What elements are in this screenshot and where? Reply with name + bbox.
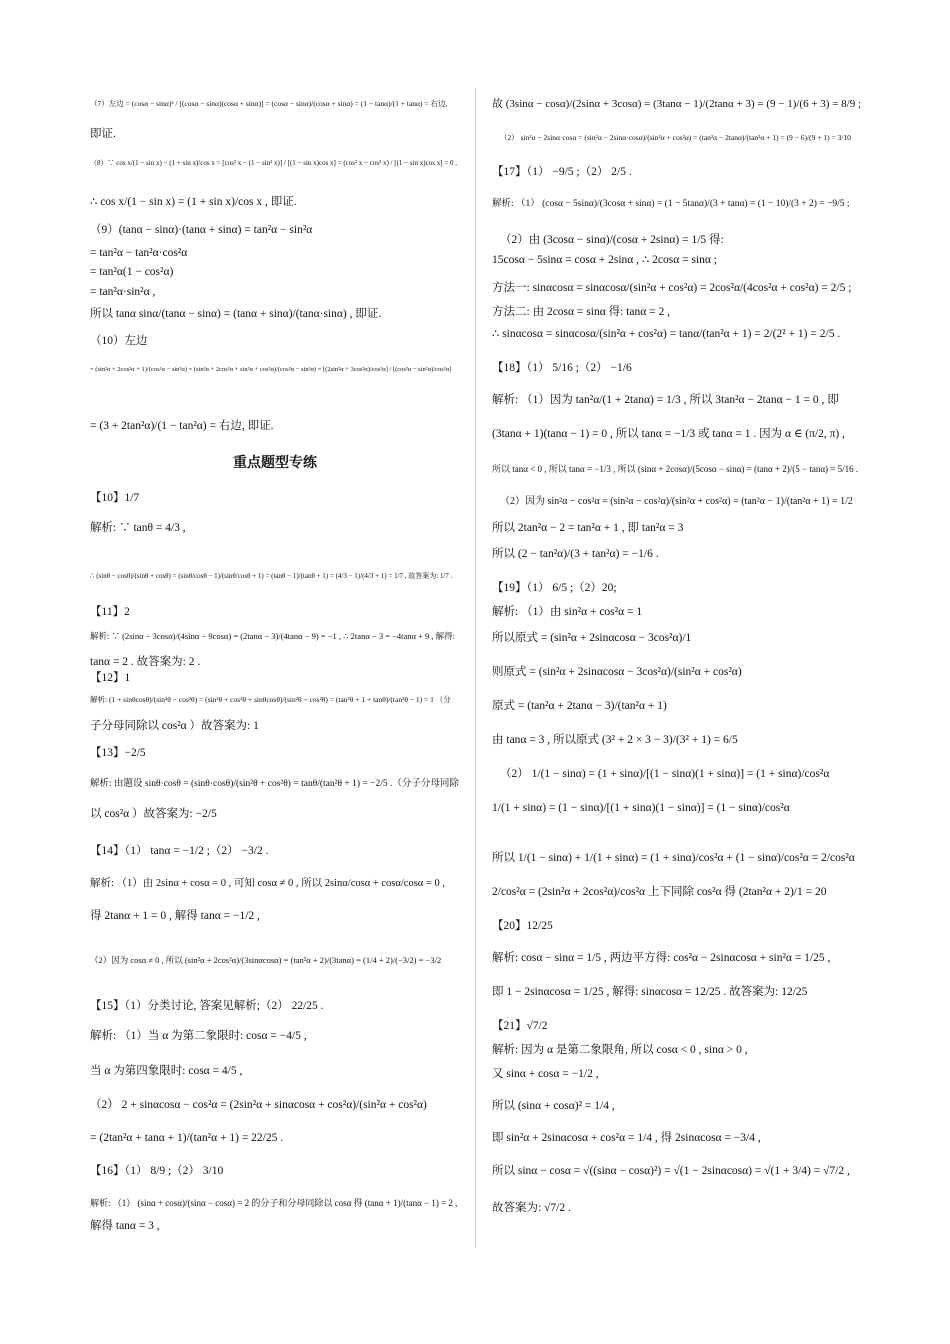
left-column-line: 解析: （1） (sinα + cosα)/(sinα − cosα) = 2 的分子和分母同除以 cosα 得 (tanα + 1)/(tanα − 1) = 2 , bbox=[90, 1198, 458, 1208]
right-column-line: 【17】（1） −9/5 ;（2） 2/5 . bbox=[492, 166, 632, 178]
right-column-line: 解析: cosα − sinα = 1/5 , 两边平方得: cos²α − 2sinαcosα + sin²α = 1/25 , bbox=[492, 952, 831, 964]
left-column-line: 【14】（1） tanα = −1/2 ;（2） −3/2 . bbox=[90, 845, 269, 857]
left-column-line: （7）左边 = (cosα − sinα)² / [(cosα − sinα)(cosα + sinα)] = (cosα − sinα)/(cosα + sinα) = (1 − tanα)/(1 + tanα) = 右边, bbox=[90, 99, 448, 108]
right-column-line: 所以 2tan²α − 2 = tan²α + 1 , 即 tan²α = 3 bbox=[492, 522, 684, 534]
left-column bbox=[90, 88, 460, 1274]
right-column-line: 方法一: sinαcosα = sinαcosα/(sin²α + cos²α) = 2cos²α/(4cos²α + cos²α) = 2/5 ; bbox=[492, 282, 852, 294]
right-column-line: （2）由 (3cosα − sinα)/(cosα + 2sinα) = 1/5 得: bbox=[500, 234, 724, 246]
left-column-line: 解析: 由题设 sinθ·cosθ = (sinθ·cosθ)/(sin²θ + cos²θ) = tanθ/(tan²θ + 1) = −2/5 .（分子分母同除 bbox=[90, 779, 459, 789]
right-column-line: 15cosα − 5sinα = cosα + 2sinα , ∴ 2cosα = sinα ; bbox=[492, 254, 717, 266]
left-column-line: 解析: （1）当 α 为第二象限时: cosα = −4/5 , bbox=[90, 1030, 307, 1042]
left-column-line: 即证. bbox=[90, 128, 116, 140]
right-column-line: 1/(1 + sinα) = (1 − sinα)/[(1 + sinα)(1 − sinα)] = (1 − sinα)/cos²α bbox=[492, 802, 790, 814]
left-column-line: （10）左边 bbox=[90, 335, 148, 347]
left-column-line: ∴ (sinθ − cosθ)/(sinθ + cosθ) = (sinθ/cosθ − 1)/(sinθ/cosθ + 1) = (tanθ − 1)/(tanθ + 1) = (4/3 − 1)/(4/3 + 1) = 1/7 , 故答案为: 1/7 . bbox=[90, 572, 453, 580]
left-column-line: （9）(tanα − sinα)·(tanα + sinα) = tan²α − sin²α bbox=[90, 224, 313, 236]
right-column-line: (3tanα + 1)(tanα − 1) = 0 , 所以 tanα = −1/3 或 tanα = 1 . 因为 α ∈ (π/2, π) , bbox=[492, 428, 845, 440]
right-column-line: 2/cos²α = (2sin²α + 2cos²α)/cos²α 上下同除 cos²α 得 (2tan²α + 2)/1 = 20 bbox=[492, 886, 827, 898]
right-column-line: 【21】√7/2 bbox=[492, 1020, 548, 1032]
right-column-line: （2） sin²α − 2sinα·cosα = (sin²α − 2sinα·cosα)/(sin²α + cos²α) = (tan²α − 2tanα)/(tan²α + 1) = (9 − 6)/(9 + 1) = 3/10 bbox=[500, 133, 851, 142]
left-column-line: （8）∵ cos x/(1 − sin x) − (1 + sin x)/cos x = [cos² x − (1 − sin² x)] / [(1 − sin x)cos x] = (cos² x − cos² x) / [(1 − sin x)cos x] = 0 , bbox=[90, 159, 457, 167]
left-column-line: 子分母同除以 cos²α ）故答案为: 1 bbox=[90, 720, 259, 732]
left-column-line: 解析: （1）由 2sinα + cosα = 0 , 可知 cosα ≠ 0 , 所以 2sinα/cosα + cosα/cosα = 0 , bbox=[90, 878, 445, 889]
right-column-line: 由 tanα = 3 , 所以原式 (3² + 2 × 3 − 3)/(3² + 1) = 6/5 bbox=[492, 734, 738, 746]
left-column-line: 以 cos²α ）故答案为: −2/5 bbox=[90, 808, 217, 820]
left-column-line: 【15】（1）分类讨论, 答案见解析;（2） 22/25 . bbox=[90, 1000, 324, 1012]
right-column bbox=[492, 88, 867, 1274]
right-column-line: 【20】12/25 bbox=[492, 920, 553, 932]
right-column-line: 故 (3sinα − cosα)/(2sinα + 3cosα) = (3tanα − 1)/(2tanα + 3) = (9 − 1)/(6 + 3) = 8/9 ; bbox=[492, 98, 862, 110]
left-column-line: = (3 + 2tan²α)/(1 − tan²α) = 右边, 即证. bbox=[90, 420, 274, 432]
right-column-line: 所以 (2 − tan²α)/(3 + tan²α) = −1/6 . bbox=[492, 548, 659, 560]
right-column-line: 解析: 因为 α 是第二象限角, 所以 cosα < 0 , sinα > 0 , bbox=[492, 1044, 748, 1056]
right-column-line: 所以 sinα − cosα = √((sinα − cosα)²) = √(1 − 2sinαcosα) = √(1 + 3/4) = √7/2 , bbox=[492, 1165, 850, 1177]
right-column-line: （2） 1/(1 − sinα) = (1 + sinα)/[(1 − sinα)(1 + sinα)] = (1 + sinα)/cos²α bbox=[500, 768, 830, 780]
left-column-line: 解析: (1 + sinθcosθ)/(sin²θ − cos²θ) = (sin²θ + cos²θ + sinθcosθ)/(sin²θ − cos²θ) = (tan²θ + 1 + tanθ)/(tan²θ − 1) = 1 （分 bbox=[90, 695, 451, 704]
left-column-line: ∴ cos x/(1 − sin x) = (1 + sin x)/cos x , 即证. bbox=[90, 196, 297, 208]
left-column-line: 【16】（1） 8/9 ;（2） 3/10 bbox=[90, 1165, 224, 1177]
left-column-line: （2）因为 cosα ≠ 0 , 所以 (sin²α + 2cos²α)/(3sinαcosα) = (tan²α + 2)/(3tanα) = (1/4 + 2)/(−3/2) = −3/2 bbox=[90, 955, 442, 965]
right-column-line: 即 1 − 2sinαcosα = 1/25 , 解得: sinαcosα = 12/25 . 故答案为: 12/25 bbox=[492, 986, 808, 998]
left-column-line: tanα = 2 . 故答案为: 2 . bbox=[90, 656, 201, 668]
right-column-line: 【18】（1） 5/16 ;（2） −1/6 bbox=[492, 362, 632, 374]
left-column-line: （2） 2 + sinαcosα − cos²α = (2sin²α + sinαcosα + cos²α)/(sin²α + cos²α) bbox=[90, 1099, 427, 1111]
left-column-line: = tan²α·sin²α , bbox=[90, 286, 156, 298]
left-column-line: 解得 tanα = 3 , bbox=[90, 1220, 160, 1232]
left-column-line: 解析: ∵ tanθ = 4/3 , bbox=[90, 522, 186, 534]
left-column-line: = tan²α(1 − cos²α) bbox=[90, 266, 174, 278]
right-column-line: （2）因为 sin²α − cos²α = (sin²α − cos²α)/(sin²α + cos²α) = (tan²α − 1)/(tan²α + 1) = 1/2 bbox=[500, 496, 853, 507]
left-column-line: 解析: ∵ (2sinα − 3cosα)/(4sinα − 9cosα) = (2tanα − 3)/(4tanα − 9) = −1 , ∴ 2tanα − 3 = −4tanα + 9 , 解得: bbox=[90, 631, 456, 641]
right-column-line: ∴ sinαcosα = sinαcosα/(sin²α + cos²α) = tanα/(tan²α + 1) = 2/(2² + 1) = 2/5 . bbox=[492, 328, 841, 340]
left-column-line: = (sin²α + 2cos²α + 1)/(cos²α − sin²α) = (sin²α + 2cos²α + sin²α + cos²α)/(cos²α − sin²α) = [(2sin²α + 3cos²α)/cos²α] / [(cos²α − sin²α)/cos²α] bbox=[90, 366, 452, 373]
column-divider bbox=[475, 88, 476, 1248]
right-column-line: 所以 1/(1 − sinα) + 1/(1 + sinα) = (1 + sinα)/cos²α + (1 − sinα)/cos²α = 2/cos²α bbox=[492, 852, 855, 864]
right-column-line: 即 sin²α + 2sinαcosα + cos²α = 1/4 , 得 2sinαcosα = −3/4 , bbox=[492, 1132, 761, 1144]
right-column-line: 方法二: 由 2cosα = sinα 得: tanα = 2 , bbox=[492, 306, 670, 318]
right-column-line: 则原式 = (sin²α + 2sinαcosα − 3cos²α)/(sin²α + cos²α) bbox=[492, 666, 742, 678]
left-column-line: 所以 tanα sinα/(tanα − sinα) = (tanα + sinα)/(tanα·sinα) , 即证. bbox=[90, 308, 382, 320]
right-column-line: 解析: （1）由 sin²α + cos²α = 1 bbox=[492, 606, 643, 618]
section-heading: 重点题型专练 bbox=[233, 455, 317, 471]
left-column-line: 得 2tanα + 1 = 0 , 解得 tanα = −1/2 , bbox=[90, 910, 260, 922]
right-column-line: 所以 (sinα + cosα)² = 1/4 , bbox=[492, 1100, 615, 1112]
left-column-line: 【11】2 bbox=[90, 606, 130, 618]
left-column-line: = tan²α − tan²α·cos²α bbox=[90, 247, 188, 259]
left-column-line: = (2tan²α + tanα + 1)/(tan²α + 1) = 22/25 . bbox=[90, 1132, 284, 1144]
right-column-line: 解析: （1） (cosα − 5sinα)/(3cosα + sinα) = (1 − 5tanα)/(3 + tanα) = (1 − 10)/(3 + 2) = −9/5 ; bbox=[492, 199, 850, 209]
right-column-line: 所以 tanα < 0 , 所以 tanα = −1/3 , 所以 (sinα + 2cosα)/(5cosα − sinα) = (tanα + 2)/(5 − tanα) = 5/16 . bbox=[492, 464, 859, 474]
left-column-line: 【13】−2/5 bbox=[90, 747, 146, 759]
right-column-line: 故答案为: √7/2 . bbox=[492, 1202, 571, 1214]
right-column-line: 又 sinα + cosα = −1/2 , bbox=[492, 1068, 599, 1080]
left-column-line: 【10】1/7 bbox=[90, 492, 140, 504]
right-column-line: 【19】（1） 6/5 ;（2）20; bbox=[492, 582, 617, 594]
right-column-line: 所以原式 = (sin²α + 2sinαcosα − 3cos²α)/1 bbox=[492, 632, 692, 644]
left-column-line: 【12】1 bbox=[90, 672, 131, 684]
left-column-line: 当 α 为第四象限时: cosα = 4/5 , bbox=[90, 1065, 243, 1077]
right-column-line: 原式 = (tan²α + 2tanα − 3)/(tan²α + 1) bbox=[492, 700, 667, 712]
right-column-line: 解析: （1）因为 tan²α/(1 + 2tanα) = 1/3 , 所以 3tan²α − 2tanα − 1 = 0 , 即 bbox=[492, 394, 839, 406]
